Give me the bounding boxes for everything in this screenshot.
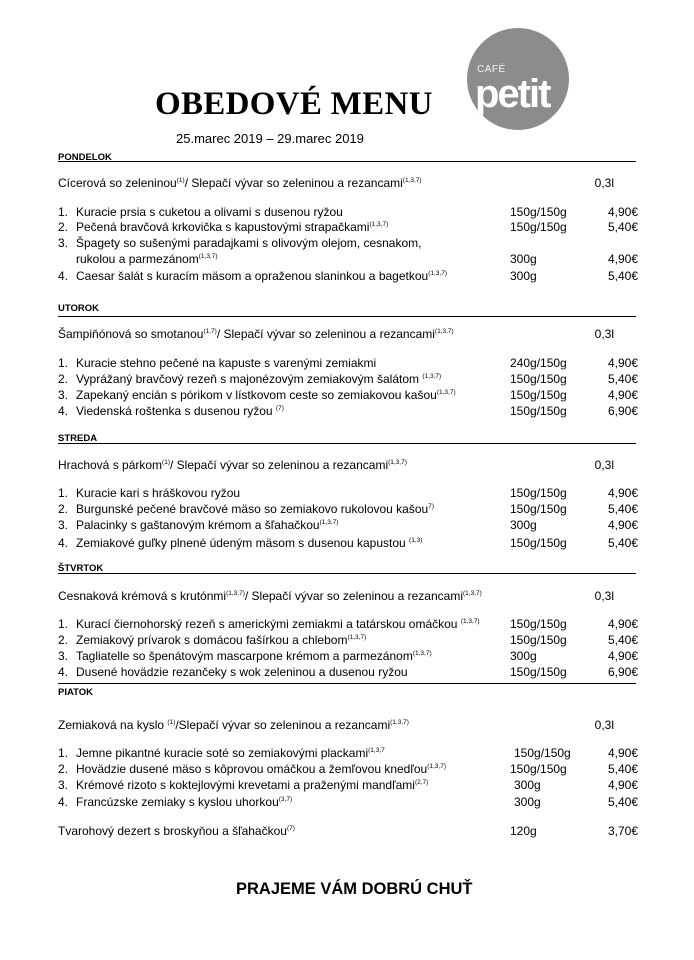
- allergen: (1,3,7): [462, 590, 482, 597]
- item-weight: 150g/150g: [510, 205, 567, 219]
- allergen: (1,3,7): [319, 519, 339, 526]
- item-price: 5,40€: [607, 220, 638, 234]
- item-price: 4,90€: [607, 205, 638, 219]
- allergen: (1,3,7): [428, 270, 447, 277]
- day-header-streda: STREDA: [58, 433, 98, 444]
- item-name: Zapekaný encián s pórikom v lístkovom ceste so zemiakovou kašou: [76, 388, 437, 402]
- item-price: 5,40€: [607, 536, 638, 550]
- item-number: 2.: [58, 502, 69, 516]
- soup-alt: / Slepačí vývar so zeleninou a rezancami: [244, 589, 463, 603]
- item-weight: 300g: [514, 795, 541, 809]
- item-number: 2.: [58, 220, 69, 234]
- day-header-pondelok: PONDELOK: [58, 152, 112, 163]
- item-name: Zemiakový prívarok s domácou fašírkou a chlebom: [76, 633, 348, 647]
- dessert-name: Tvarohový dezert s broskyňou a šľahačkou: [58, 824, 287, 838]
- item-number: 2.: [58, 372, 69, 386]
- item-price: 5,40€: [607, 269, 638, 283]
- item-name: Pečená bravčová krkovička s kapustovými strapačkami: [76, 220, 370, 234]
- item-number: 2.: [58, 762, 69, 776]
- allergen: (1,7): [203, 328, 217, 335]
- item-number: 4.: [58, 536, 69, 550]
- soup-alt: / Slepačí vývar so zeleninou a rezancami: [216, 327, 435, 341]
- item-price: 4,90€: [607, 388, 638, 402]
- allergen: (1,3,7): [460, 618, 480, 625]
- item-name: Dusené hovädzie rezančeky s wok zeleninou a dusenou ryžou: [76, 665, 408, 679]
- allergen: (1,3,7): [422, 373, 442, 380]
- date-range: 25.marec 2019 – 29.marec 2019: [176, 131, 364, 146]
- item-price: 5,40€: [607, 795, 638, 809]
- item-weight: 150g/150g: [510, 633, 567, 647]
- item-price: 5,40€: [607, 502, 638, 516]
- divider: [58, 683, 636, 684]
- item-number: 1.: [58, 486, 69, 500]
- item-name: Burgunské pečené bravčové mäso so zemiakovo rukolovou kašou: [76, 502, 429, 516]
- allergen: (2,7): [414, 779, 429, 786]
- item-price: 5,40€: [607, 633, 638, 647]
- item-number: 3.: [58, 388, 69, 402]
- page-title: OBEDOVÉ MENU: [155, 86, 433, 122]
- item-name: Hovädzie dusené mäso s kôprovou omáčkou a žemľovou knedľou: [76, 762, 428, 776]
- soup-portion: 0,3l: [594, 327, 614, 341]
- item-weight: 150g/150g: [514, 746, 571, 760]
- allergen: (1,3,7): [388, 459, 407, 466]
- logo: [467, 28, 569, 130]
- item-price: 5,40€: [607, 762, 638, 776]
- allergen: (3,7): [278, 796, 293, 803]
- item-name: Jemne pikantné kuracie soté so zemiakovými plackami: [76, 746, 369, 760]
- item-number: 4.: [58, 269, 69, 283]
- item-number: 3.: [58, 518, 69, 532]
- item-name: Kuracie prsia s cuketou a olivami s dusenou ryžou: [76, 205, 343, 219]
- item-weight: 150g/150g: [510, 372, 567, 386]
- item-price: 4,90€: [607, 649, 638, 663]
- soup-alt: /Slepačí vývar so zeleninou a rezancami: [175, 718, 391, 732]
- item-number: 1.: [58, 356, 69, 370]
- soup-portion: 0,3l: [594, 176, 614, 190]
- allergen: (1,3,7): [412, 650, 432, 657]
- item-number: 3.: [58, 778, 69, 792]
- closing-greeting: PRAJEME VÁM DOBRÚ CHUŤ: [236, 880, 473, 898]
- item-weight: 150g/150g: [510, 404, 567, 418]
- item-price: 4,90€: [607, 252, 638, 266]
- item-number: 4.: [58, 404, 69, 418]
- item-weight: 300g: [510, 518, 537, 532]
- logo-cafe-text: CAFÉ: [477, 64, 506, 75]
- item-price: 4,90€: [607, 778, 638, 792]
- day-header-stvrtok: ŠTVRTOK: [58, 563, 104, 574]
- item-weight: 150g/150g: [510, 388, 567, 402]
- allergen: (1,3,7): [427, 763, 446, 770]
- allergen: (1,3,7): [402, 177, 422, 184]
- item-price: 4,90€: [607, 518, 638, 532]
- item-price: 4,90€: [607, 356, 638, 370]
- item-price: 6,90€: [607, 404, 638, 418]
- soup-alt: / Slepačí vývar so zeleninou a rezancami: [184, 176, 403, 190]
- item-weight: 150g/150g: [510, 536, 567, 550]
- allergen: (1,3,7): [434, 328, 454, 335]
- soup-name: Hrachová s párkom: [58, 458, 163, 472]
- allergen: (1,3,7: [368, 747, 385, 754]
- item-weight: 150g/150g: [510, 486, 567, 500]
- item-name: Tagliatelle so špenátovým mascarpone krémom a parmezánom: [76, 649, 413, 663]
- item-weight: 300g: [510, 252, 537, 266]
- divider: [58, 443, 636, 444]
- allergen: (1): [167, 719, 176, 726]
- day-header-piatok: PIATOK: [58, 687, 94, 698]
- soup-name: Cícerová so zeleninou: [58, 176, 177, 190]
- item-name: Kuracie kari s hráškovou ryžou: [76, 486, 241, 500]
- allergen: (1): [176, 177, 185, 184]
- item-weight: 300g: [510, 649, 537, 663]
- item-name: Kurací čiernohorský rezeň s americkými zemiakmi a tatárskou omáčkou: [76, 617, 458, 631]
- item-weight: 150g/150g: [510, 665, 567, 679]
- allergen: (7): [275, 405, 284, 412]
- soup-portion: 0,3l: [594, 589, 614, 603]
- item-price: 4,90€: [607, 486, 638, 500]
- soup-alt: / Slepačí vývar so zeleninou a rezancami: [170, 458, 389, 472]
- item-name: Zemiakové guľky plnené údeným mäsom s dusenou kapustou: [76, 536, 406, 550]
- allergen: (1,3,7): [198, 253, 218, 260]
- item-price: 4,90€: [607, 617, 638, 631]
- item-price: 5,40€: [607, 372, 638, 386]
- item-weight: 150g/150g: [510, 220, 567, 234]
- allergen: (1,3,7): [347, 634, 367, 641]
- divider: [58, 573, 636, 574]
- allergen: (1,3,7): [436, 389, 456, 396]
- item-number: 1.: [58, 746, 69, 760]
- allergen: (1,3): [409, 537, 423, 544]
- item-number: 3.: [58, 649, 69, 663]
- item-weight: 300g: [510, 269, 537, 283]
- item-number: 4.: [58, 795, 69, 809]
- soup-portion: 0,3l: [594, 458, 614, 472]
- soup-name: Zemiaková na kyslo: [58, 718, 168, 732]
- soup-name: Šampiňónová so smotanou: [58, 327, 204, 341]
- allergen: (7): [286, 825, 295, 832]
- item-number: 1.: [58, 205, 69, 219]
- day-header-utorok: UTOROK: [58, 303, 99, 314]
- dessert-weight: 120g: [510, 824, 537, 838]
- item-name: Vyprážaný bravčový rezeň s majonézovým zemiakovým šalátom: [76, 372, 420, 386]
- item-name: Palacinky s gaštanovým krémom a šľahačkou: [76, 518, 320, 532]
- item-name: Francúzske zemiaky s kyslou uhorkou: [76, 795, 279, 809]
- item-number: 1.: [58, 617, 69, 631]
- soup-name: Cesnaková krémová s krutónmi: [58, 589, 227, 603]
- item-name: Špagety so sušenými paradajkami s olivovým olejom, cesnakom,: [76, 236, 422, 250]
- dessert-price: 3,70€: [607, 824, 638, 838]
- item-weight: 150g/150g: [510, 617, 567, 631]
- allergen: 7): [428, 503, 434, 510]
- item-number: 2.: [58, 633, 69, 647]
- item-weight: 150g/150g: [510, 502, 567, 516]
- item-name: Caesar šalát s kuracím mäsom a opraženou slaninkou a bagetkou: [76, 269, 429, 283]
- item-number: 3.: [58, 236, 69, 250]
- item-name-line2: rukolou a parmezánom: [76, 252, 199, 266]
- item-weight: 150g/150g: [510, 762, 567, 776]
- soup-portion: 0,3l: [594, 718, 614, 732]
- item-price: 4,90€: [607, 746, 638, 760]
- divider: [58, 316, 636, 317]
- item-price: 6,90€: [607, 665, 638, 679]
- allergen: (1,3,7): [390, 719, 409, 726]
- item-weight: 240g/150g: [510, 356, 567, 370]
- item-name: Kuracie stehno pečené na kapuste s varenými zemiakmi: [76, 356, 377, 370]
- allergen: (1): [162, 459, 170, 466]
- logo-petit-text: petit: [475, 72, 550, 116]
- item-name: Krémové rizoto s koktejlovými krevetami a praženými mandľami: [76, 778, 415, 792]
- allergen: (1,3,7): [369, 221, 389, 228]
- allergen: (1,3,7): [226, 590, 245, 597]
- item-name: Viedenská roštenka s dusenou ryžou: [76, 404, 273, 418]
- item-number: 4.: [58, 665, 69, 679]
- divider: [58, 161, 636, 162]
- item-weight: 300g: [514, 778, 541, 792]
